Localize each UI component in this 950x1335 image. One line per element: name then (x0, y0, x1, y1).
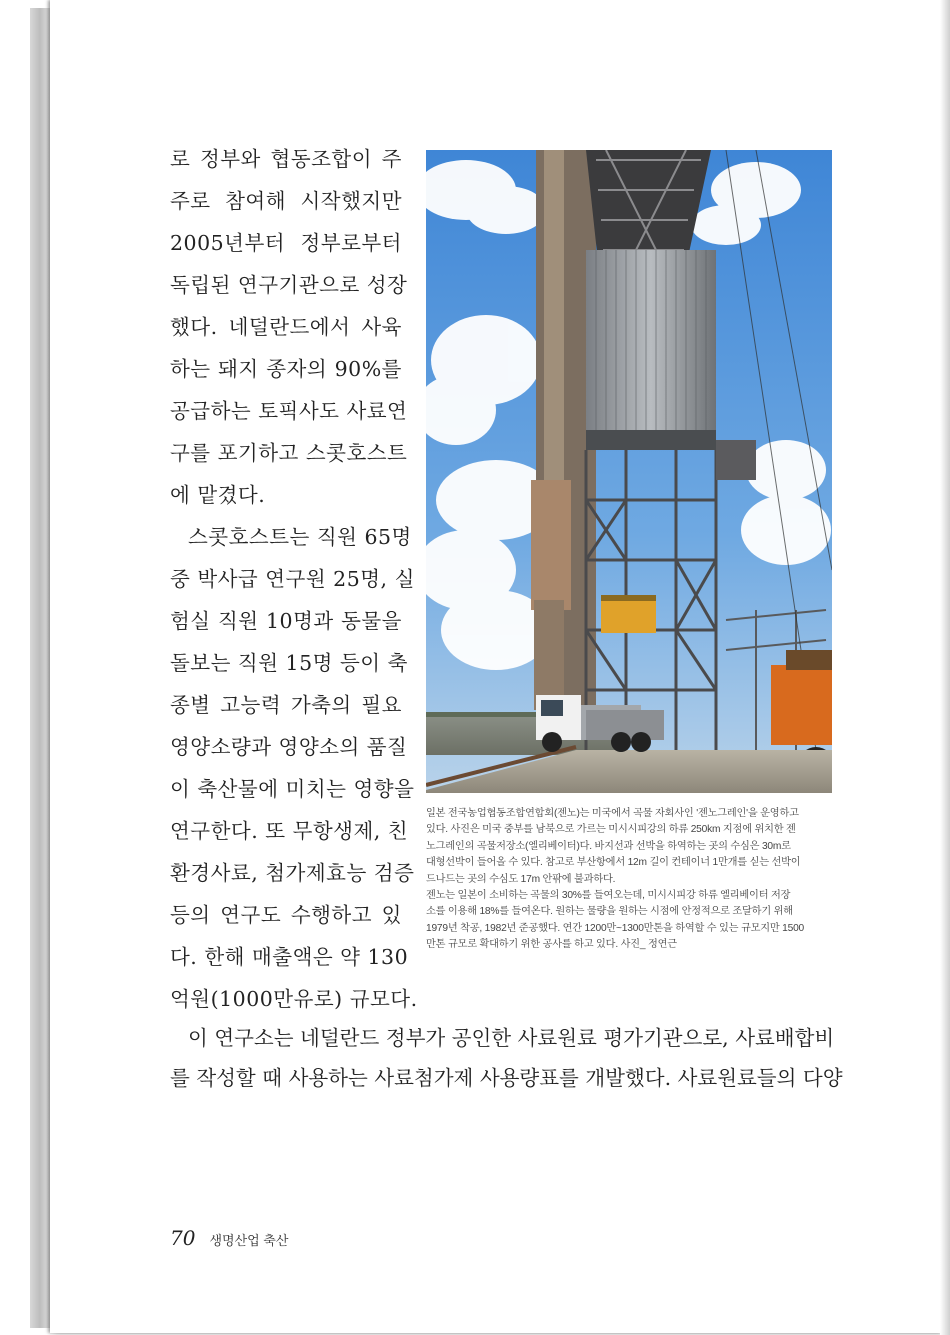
body-line: 험실 직원 10명과 동물을 (170, 609, 402, 633)
body-line: 이 연구소는 네덜란드 정부가 공인한 사료원료 평가기관으로, 사료배합비 (188, 1026, 835, 1050)
body-line: 주로 참여해 시작했지만 (170, 189, 402, 213)
body-line: 독립된 연구기관으로 성장 (170, 273, 408, 297)
grain-elevator-photo (426, 150, 832, 793)
body-line: 2005년부터 정부로부터 (170, 231, 402, 255)
photo-caption (426, 806, 834, 954)
body-line: 돌보는 직원 15명 등이 축 (170, 651, 408, 675)
body-line: 이 축산물에 미치는 영향을 (170, 777, 415, 801)
caption-line: 일본 전국농업협동조합연합회(젠노)는 미국에서 곡물 자회사인 '젠노그레인'을 운영하고 (426, 808, 799, 819)
page-footer (170, 1226, 288, 1256)
body-line: 환경사료, 첨가제효능 검증 (170, 861, 415, 885)
full-width-paragraph (170, 1018, 843, 1098)
body-line: 에 맡겼다. (170, 483, 266, 507)
book-spine-edge (30, 8, 52, 1328)
body-line: 공급하는 토픽사도 사료연 (170, 399, 408, 423)
publication-name: 생명산업 축산 (209, 1233, 289, 1248)
body-line: 구를 포기하고 스콧호스트 (170, 441, 408, 465)
caption-line: 젠노는 일본이 소비하는 곡물의 30%를 들여오는데, 미시시피강 하류 엘리베이터 저장 (426, 890, 791, 902)
page-number: 70 (170, 1226, 196, 1250)
body-line: 다. 한해 매출액은 약 130 (170, 945, 409, 969)
body-line: 연구한다. 또 무항생제, 친 (170, 819, 409, 843)
page-right-edge (940, 0, 950, 1335)
caption-line: 만톤 규모로 확대하기 위한 공사를 하고 있다. 사진_ 정연근 (426, 939, 677, 951)
caption-line: 대형선박이 들어올 수 있다. 참고로 부산항에서 12m 길이 컨테이너 1만개를 싣는 선박이 (426, 857, 801, 869)
caption-line: 1979년 착공, 1982년 준공했다. 연간 1200만~1300만톤을 하역할 수 있는 규모지만 1500 (426, 922, 805, 934)
body-line: 억원(1000만유로) 규모다. (170, 987, 418, 1011)
body-line: 를 작성할 때 사용하는 사료첨가제 사용량표를 개발했다. 사료원료들의 다양 (170, 1066, 843, 1090)
body-line: 종별 고능력 가축의 필요 (170, 693, 402, 717)
body-line: 영양소량과 영양소의 품질 (170, 735, 408, 759)
body-line: 로 정부와 협동조합이 주 (170, 147, 402, 171)
body-line: 하는 돼지 종자의 90%를 (170, 357, 402, 381)
caption-line: 소를 이용해 18%를 들여온다. 원하는 물량을 원하는 시점에 안정적으로 조달하기 위해 (426, 906, 793, 918)
caption-line: 드나드는 곳의 수심도 17m 안팎에 불과하다. (426, 873, 616, 885)
caption-line: 노그레인의 곡물저장소(엘리베이터)다. 바지선과 선박을 하역하는 곳의 수심은 30m로 (426, 840, 791, 852)
body-line: 했다. 네덜란드에서 사육 (170, 315, 402, 339)
body-line: 중 박사급 연구원 25명, 실 (170, 567, 415, 591)
caption-line: 있다. 사진은 미국 중부를 남북으로 가르는 미시시피강의 하류 250km 지점에 위치한 젠 (426, 824, 796, 836)
body-line: 등의 연구도 수행하고 있 (170, 903, 402, 927)
body-line: 스콧호스트는 직원 65명 (188, 525, 412, 549)
left-text-column (170, 138, 418, 1020)
